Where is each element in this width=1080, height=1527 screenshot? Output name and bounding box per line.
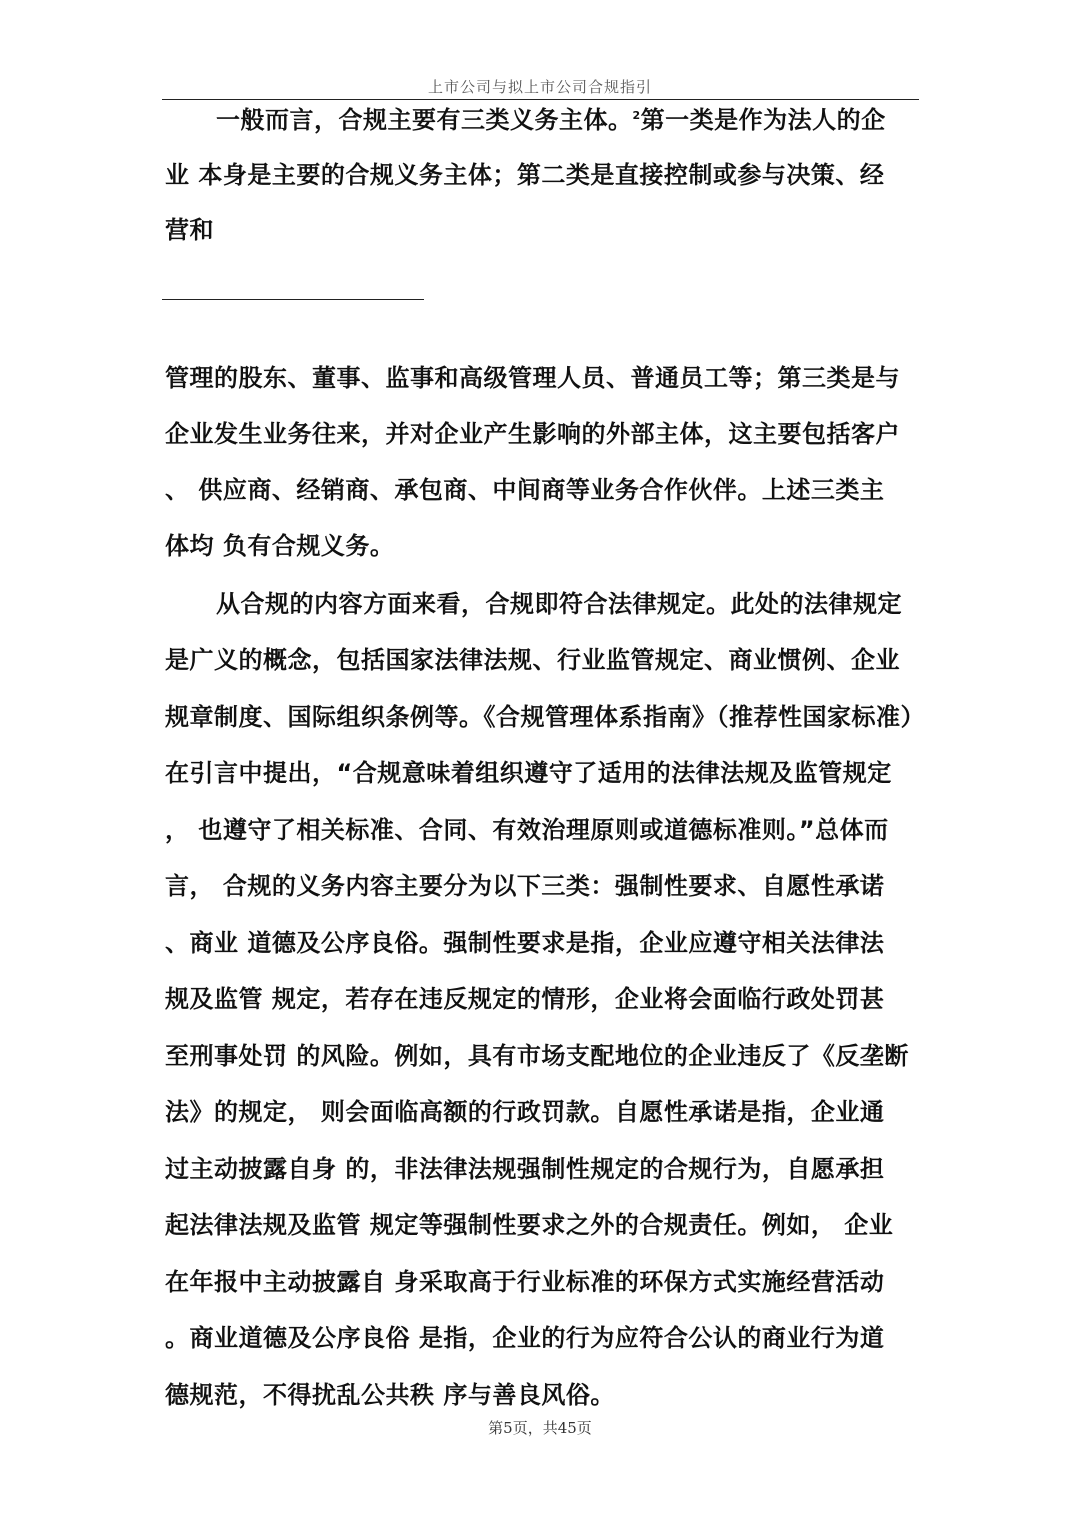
paragraph-line <box>216 104 886 136</box>
paragraph-line: 德规范，不得扰乱公共秩 序与善良风俗。 <box>165 1381 615 1409</box>
header-rule <box>162 99 919 100</box>
line-text: 一般而言，合规主要有三类义务主体。 <box>216 106 633 134</box>
paragraph-line: ， 也遵守了相关标准、合同、有效治理原则或道德标准则。”总体而 <box>165 816 889 844</box>
paragraph-line: 、商业 道德及公序良俗。强制性要求是指，企业应遵守相关法律法 <box>165 929 885 957</box>
paragraph-line: 规章制度、国际组织条例等。《合规管理体系指南》（推荐性国家标准） <box>165 703 925 731</box>
footnote-separator <box>162 299 424 300</box>
paragraph-line: 在年报中主动披露自 身采取高于行业标准的环保方式实施经营活动 <box>165 1268 885 1296</box>
paragraph-line: 规及监管 规定，若存在违反规定的情形，企业将会面临行政处罚甚 <box>165 985 885 1013</box>
line-text: 第一类是作为法人的企 <box>640 106 886 134</box>
paragraph-line: 业 本身是主要的合规义务主体；第二类是直接控制或参与决策、经 <box>165 161 885 189</box>
paragraph-line: 至刑事处罚 的风险。例如，具有市场支配地位的企业违反了《反垄断 <box>165 1042 909 1070</box>
paragraph-line: 是广义的概念，包括国家法律法规、行业监管规定、商业惯例、企业 <box>165 646 900 674</box>
page-number: 第5页，共45页 <box>488 1419 592 1437</box>
paragraph-line: 。商业道德及公序良俗 是指，企业的行为应符合公认的商业行为道 <box>165 1324 885 1352</box>
paragraph-line: 体均 负有合规义务。 <box>165 532 395 560</box>
running-header: 上市公司与拟上市公司合规指引 <box>427 78 652 96</box>
paragraph-line: 起法律法规及监管 规定等强制性要求之外的合规责任。例如， 企业 <box>165 1211 894 1239</box>
paragraph-line: 过主动披露自身 的，非法律法规强制性规定的合规行为，自愿承担 <box>165 1155 885 1183</box>
paragraph-line: 从合规的内容方面来看，合规即符合法律规定。此处的法律规定 <box>216 590 902 618</box>
paragraph-line: 在引言中提出，“合规意味着组织遵守了适用的法律法规及监管规定 <box>165 759 892 787</box>
footnote-reference[interactable]: 2 <box>632 109 641 122</box>
paragraph-line: 营和 <box>165 216 214 244</box>
paragraph-line: 、 供应商、经销商、承包商、中间商等业务合作伙伴。上述三类主 <box>165 476 885 504</box>
paragraph-line: 法》的规定， 则会面临高额的行政罚款。自愿性承诺是指，企业通 <box>165 1098 885 1126</box>
paragraph-line: 言， 合规的义务内容主要分为以下三类：强制性要求、自愿性承诺 <box>165 872 885 900</box>
paragraph-line: 企业发生业务往来，并对企业产生影响的外部主体，这主要包括客户 <box>165 420 900 448</box>
paragraph-line: 管理的股东、董事、监事和高级管理人员、普通员工等；第三类是与 <box>165 364 900 392</box>
